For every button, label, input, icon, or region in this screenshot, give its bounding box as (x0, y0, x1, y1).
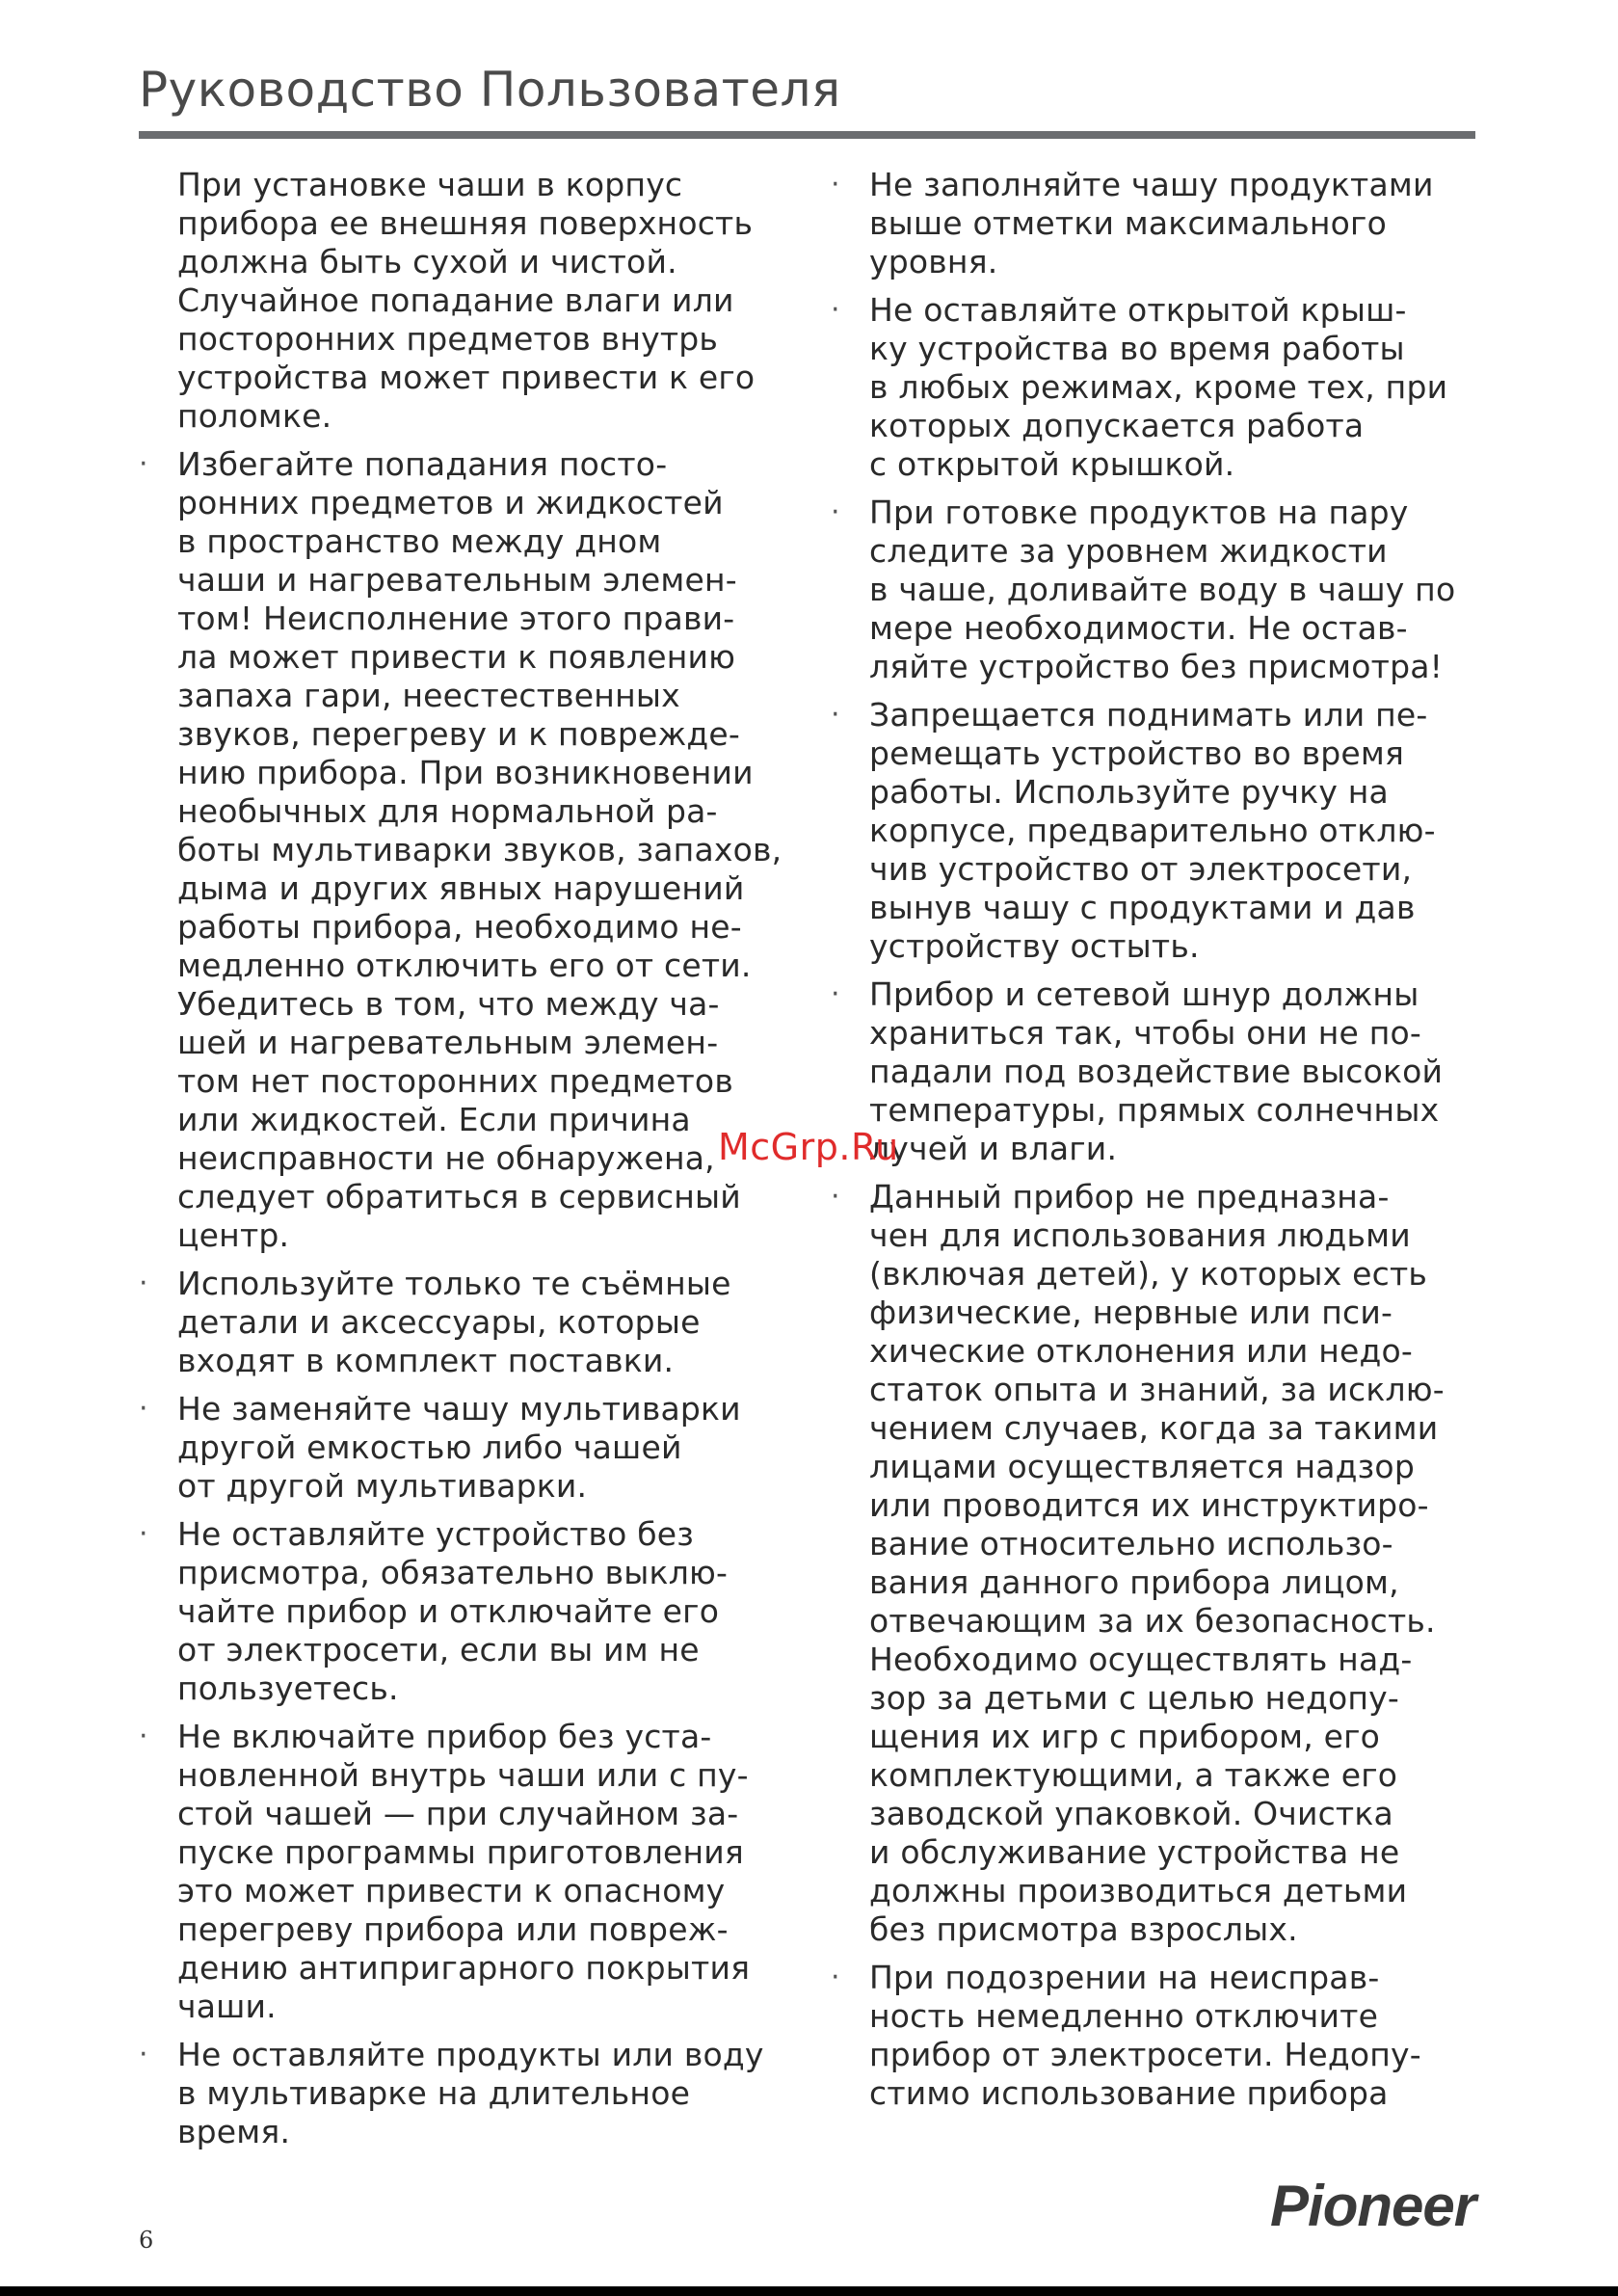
page-title: Руководство Пользователя (139, 62, 841, 118)
bullet-item: · Данный прибор не предназна- чен для использования людьми (включая детей), у которых есть физические, нервные или пси- хические отклонения или недо- статок опыта и знаний, за исклю- чением случаев, когда за такими лицами осуществляется надзор или проводится их инструктиро- вание относительно использо- вания данного прибора лицом, отвечающим за их безопасность. Необходимо осуществлять над- зор за детьми с целью недопу- щения их игр с прибором, его комплектующими, а также его заводской упаковкой. Очистка и обслуживание устройства не должны производиться детьми без присмотра взрослых. (831, 1178, 1486, 1949)
bullet-item: · Не оставляйте продукты или воду в мультиварке на длительное время. (139, 2036, 804, 2151)
bottom-bar (0, 2286, 1618, 2296)
paragraph: При установке чаши в корпус прибора ее внешняя поверхность должна быть сухой и чистой. Случайное попадание влаги или посторонних предметов внутрь устройства может привести к его поломке. (177, 166, 756, 435)
watermark: McGrp.Ru (718, 1126, 899, 1168)
bullet-item: · Не оставляйте открытой крыш- ку устройства во время работы в любых режимах, кроме тех, при которых допускается работа с открытой крышкой. (831, 291, 1486, 484)
bullet-item: · Используйте только те съёмные детали и аксессуары, которые входят в комплект поставки. (139, 1265, 804, 1380)
bullet-item: · Запрещается поднимать или пе- ремещать устройство во время работы. Используйте ручку на корпусе, предварительно отклю- чив устройство от электросети, вынув чашу с продуктами и дав устройству остыть. (831, 696, 1486, 966)
bullet-item: · Не оставляйте устройство без присмотра, обязательно выклю- чайте прибор и отключайте его от электросети, если вы им не пользуетесь. (139, 1515, 804, 1708)
bullet-item: · Избегайте попадания посто- ронних предметов и жидкостей в пространство между дном чаши и нагревательным элемен- том! Неисполнение этого прави- ла может привести к появлению запаха гари, неестественных звуков, перегреву и к поврежде- нию прибора. При возникновении необычных для нормальной ра- боты мультиварки звуков, запахов, дыма и других явных нарушений работы прибора, необходимо не- медленно отключить его от сети. Убедитесь в том, что между ча- шей и нагревательным элемен- том нет посторонних предметов или жидкостей. Если причина неисправности не обнаружена, следует обратиться в сервисный центр. (139, 445, 804, 1255)
bullet-item: · Не заполняйте чашу продуктами выше отметки максимального уровня. (831, 166, 1486, 281)
bullet-item: · При готовке продуктов на пару следите за уровнем жидкости в чаше, доливайте воду в чашу по мере необходимости. Не остав- ляйте устройство без присмотра! (831, 494, 1486, 686)
bullet-item: · При подозрении на неисправ- ность немедленно отключите прибор от электросети. Недопу- стимо использование прибора (831, 1959, 1486, 2113)
page-number: 6 (139, 2227, 154, 2254)
bullet-item: · Прибор и сетевой шнур должны храниться так, чтобы они не по- падали под воздействие высокой температуры, прямых солнечных лучей и влаги. (831, 975, 1486, 1168)
right-column (831, 166, 1486, 2122)
pioneer-logo: Pioneer (1270, 2174, 1476, 2238)
bullet-item: · Не заменяйте чашу мультиварки другой емкостью либо чашей от другой мультиварки. (139, 1390, 804, 1506)
bullet-item: · Не включайте прибор без уста- новленной внутрь чаши или с пу- стой чашей — при случайном за- пуске программы приготовления это может привести к опасному перегреву прибора или повреж- дению антипригарного покрытия чаши. (139, 1718, 804, 2026)
left-column (139, 166, 804, 2161)
header-divider (139, 131, 1475, 139)
